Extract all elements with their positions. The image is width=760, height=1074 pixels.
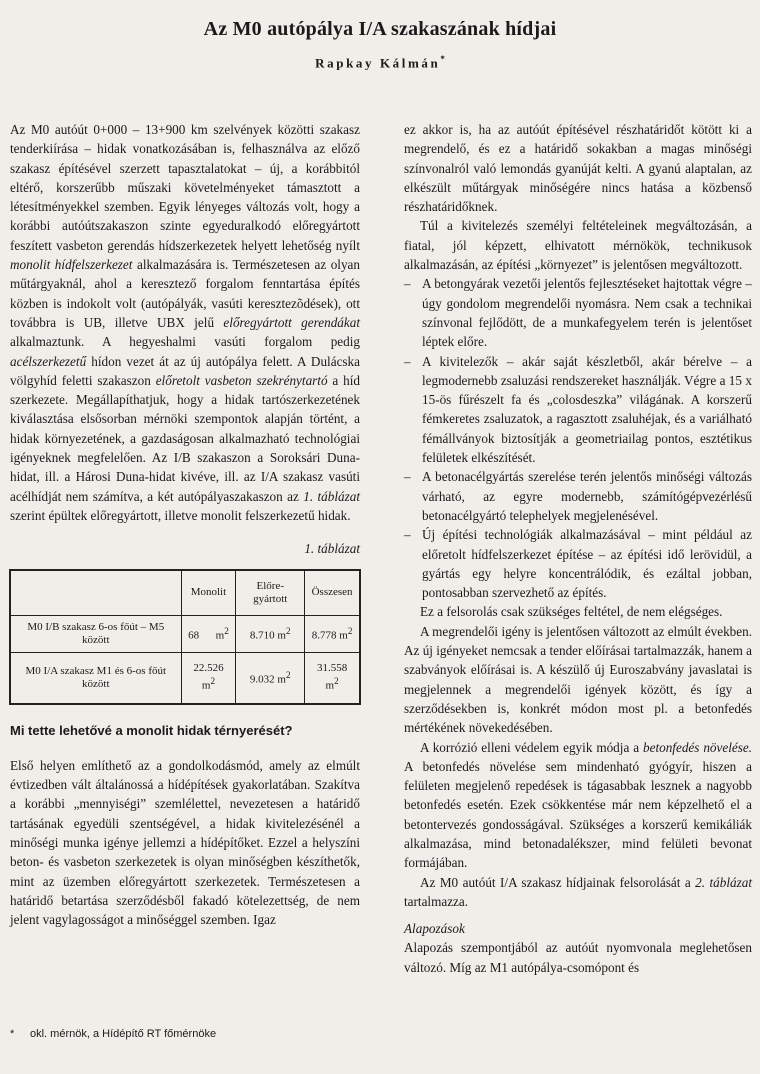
section-heading: Mi tette lehetővé a monolit hidak térnyerését? (10, 722, 293, 738)
cell-exponent: 2 (285, 625, 291, 636)
cell-value: 8.778 m (311, 629, 348, 642)
list-item-text: Új építési technológiák alkalmazásával – mint például az előretolt hídfelszerkezet építése – az építési idő lerövidül, a gyártás egy helyre koncentrálódik, és ezáltal jobban, pontosabban szervezhető az építés. (422, 527, 752, 601)
emphasis-szekreny: előretolt vasbeton szekrénytartó (155, 372, 328, 388)
cell-exponent: 2 (224, 625, 229, 636)
text-run: alkalmaztunk. A hegyeshalmi vasúti forgalom pedig (10, 334, 360, 350)
text-run: szerint épültek előregyártott, illetve monolit felszerkezetű hidak. (10, 507, 351, 523)
footnote-text: okl. mérnök, a Hídépítő RT főmérnöke (30, 1028, 217, 1040)
cell-unit: m (215, 629, 225, 642)
text-run: a híd szerkezete. Megállapíthatjuk, hogy a hidak tartószerkezetének kiválasztása elsősorban mérnöki szempontok alapján történt, a hidak környezetének, a gazdaságosan alkalmazható technológiai igényeknek megfelelően. Az I/B szakaszon a Soroksári Duna-hidat, ill. a Hárosi Duna-hidat kivéve, ill. az I/A szakasz vasúti acélhídját nem számítva, a két autópályaszakaszon az (10, 372, 360, 504)
emphasis-acel: acélszerkezetű (10, 353, 87, 369)
table-cell (236, 652, 305, 704)
dash-marker: – (404, 527, 411, 543)
table-label: 1. táblázat (304, 541, 360, 557)
author-line (0, 54, 760, 71)
cell-value: 9.032 m (249, 673, 286, 686)
cell-value: 22.526 m (193, 662, 224, 692)
author-name: Rapkay Kálmán (315, 55, 441, 71)
body-paragraph: Első helyen említhető az a gondolkodásmód, amely az elmúlt évtizedben vált általánossá a hídépítések gyakorlatában. Szakítva a korábbi „mennyiségi” szemlélettel, nevezetesen a határidő tartásának egyedüli szentségével, a hidak kivitelezésénél a minőségi munka igénye jellemzi a hídépítőket. Ezzel a helyszíni beton- és vasbeton szerkezetek is olyan minőségben készíthetők, mint az üzemben előregyártott szerkezetek. Természetesen a határidő betartása szerződésből fakadó kötelezettség, de nem jelent vagylagosságot a minőséggel szemben. Igaz (10, 757, 360, 928)
emphasis-betonfedes: betonfedés növelése. (643, 739, 753, 755)
cell-value: 31.558 m (316, 662, 348, 692)
text-run: hídon vezet át az új autópálya felett. A Dulácska völgyhíd feletti szakaszon (10, 353, 360, 388)
text-run: Az M0 autóút I/A szakasz hídjainak felsorolását a (420, 874, 696, 890)
list-item-text: A betonacélgyártás szerelése terén jelentős minőségi változás várható, az egyre modernebb, számítógépvezérlésű betonacélgyártó telephelyek megjelenésével. (422, 469, 752, 523)
cell-exponent: 2 (334, 676, 339, 687)
table-row (10, 652, 360, 704)
emphasis-monolit: monolit hídfelszerkezet (10, 257, 133, 273)
cell-exponent: 2 (347, 625, 353, 636)
list-item (404, 274, 752, 351)
table-header-monolit: Monolit (181, 570, 236, 616)
table-header-ossz: Összesen (305, 570, 360, 616)
list-item (404, 467, 752, 525)
left-column (10, 120, 360, 930)
dash-marker: – (404, 469, 411, 485)
body-paragraph: Alapozás szempontjából az autóút nyomvonala meglehetősen változó. Míg az M1 autópálya-csomópont és (404, 940, 752, 975)
text-run: alkalmazására is. Természetesen az olyan műtárgyaknál, ahol a keresztező forgalom fenntartása építés közben is indokolt volt (autópályák, vasúti keresztezõdések), ott továbbra is UB, illetve UBX jelű (10, 257, 360, 330)
table-row (10, 615, 360, 652)
table-reference: 2. táblázat (695, 874, 753, 890)
list-item-text: A kivitelezők – akár saját készletből, akár bérelve – a legmodernebb zsaluzási rendszereket használják. Végre a 15 x 15-ös fűrészelt fa és „colosdeszka” világának. A korszerű fémkeretes zsaluzatok, a ragasztott zsaluhéjak, és a variálható fémállványok biztosítják a geometriailag pontos, esztétikus felületek elkészítését. (422, 353, 752, 466)
table-cell (181, 652, 236, 704)
body-paragraph (404, 873, 752, 912)
footnote (10, 1028, 216, 1040)
cell-exponent: 2 (210, 676, 216, 687)
body-paragraph (404, 738, 752, 873)
cell-value: 8.710 m (249, 629, 286, 642)
list-item-text: A betongyárak vezetői jelentős fejlesztéseket hajtottak végre – úgy gondolom megrendelői nyomásra. Nem csak a technikai színvonal fejlődött, de a munkafegyelem terén is jelentőset léptek előre. (422, 276, 752, 350)
bridge-table (9, 569, 361, 705)
emphasis-elore: előregyártott gerendákat (223, 314, 361, 330)
list-item (404, 525, 752, 602)
table-cell (181, 615, 236, 652)
right-column (404, 120, 752, 977)
intro-paragraph (10, 120, 360, 525)
dash-marker: – (404, 276, 411, 292)
footnote-mark: * (10, 1028, 15, 1040)
dash-marker: – (404, 353, 411, 369)
body-paragraph: Túl a kivitelezés személyi feltételeinek megváltozásán, a fiatal, jól képzett, elhivatott mérnökök, technikusok alkalmazásán, az építési „környezet” is jelentősen megváltozott. (404, 218, 752, 273)
author-footnote-mark: * (440, 54, 445, 64)
cell-exponent: 2 (285, 669, 291, 680)
body-paragraph: ez akkor is, ha az autóút építésével részhatáridőt kötött ki a megrendelő, és ez a határidő sokakban a magas minőségi színvonalról való lemondás gyanúját kelti. A gyanú alaptalan, az elkészült műtárgyak minőségére nincs hatása a közbenső részhatáridőknek. (404, 122, 752, 215)
table-cell (236, 615, 305, 652)
table-header-row (10, 570, 360, 616)
text-run: A betonfedés növelése sem mindenható gyógyír, hiszen a felületen megjelenő repedések is tágasabbak lesznek a nagyobb betonfedés esetén. Ezek csökkentése már nem képzelhető el a betontervezés gondosságával. Szükséges a korszerű kemikáliák alkalmazása, mind betonadalékszer, mind felületi bevonat formájában. (404, 758, 752, 871)
cell-value: 68 (188, 629, 200, 642)
article-title: Az M0 autópálya I/A szakaszának hídjai (203, 18, 557, 40)
subsection-heading: Alapozások (404, 921, 465, 937)
table-row-label: M0 I/A szakasz M1 és 6-os főút között (10, 652, 181, 704)
list-item (404, 352, 752, 468)
text-run: A korrózió elleni védelem egyik módja a (420, 739, 643, 755)
text-run: Az M0 autóút 0+000 – 13+900 km szelvények közötti szakasz tenderkiírása – hidak vonatkozásában is, felhasználva az előző szakasz építésével szerzett tapasztalatokat – új, a korábbitól eltérő, korszerűbb műszaki követelményeket támasztott a létesítményekkel szemben. Egyik lényeges változás volt, hogy a korábbi autóútszakaszon szinte egyeduralkodó előregyártott feszített vasbeton gerendás hídszerkezetek helyett lehetőség nyílt (10, 122, 360, 253)
table-reference: 1. táblázat (303, 488, 360, 504)
table-cell (305, 652, 360, 704)
table-cell (305, 615, 360, 652)
table-row-label: M0 I/B szakasz 6-os főút – M5 között (10, 615, 181, 652)
body-paragraph: Ez a felsorolás csak szükséges feltétel, de nem elégséges. (420, 604, 723, 620)
table-header-empty (10, 570, 181, 616)
body-paragraph: A megrendelői igény is jelentősen változott az elmúlt években. Az új igényeket nemcsak a tender előírásai tartalmazzák, hanem a szabványok előírásai is. A készülő új Euroszabvány javaslatai is megjelennek a megrendelői igények között, és így a szerződésekben is, konkrét módon most pl. a betonfedés mértékének növekedésében. (404, 623, 752, 736)
text-run: tartalmazza. (404, 893, 469, 909)
table-header-elore: Előre-gyártott (236, 570, 305, 616)
